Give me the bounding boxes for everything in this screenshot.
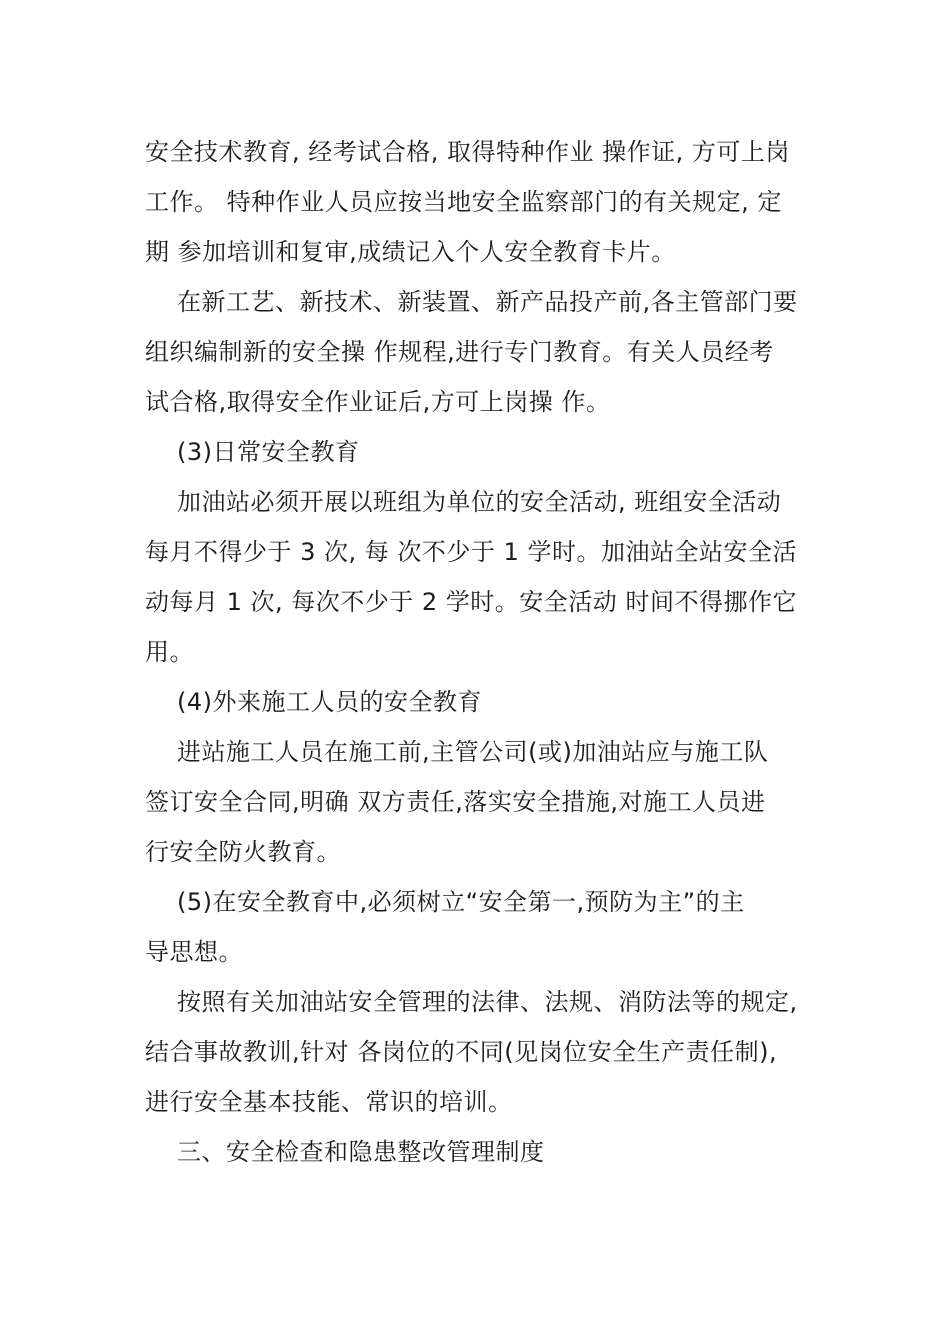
text-line: 安全技术教育, 经考试合格, 取得特种作业 操作证, 方可上岗 <box>145 138 790 166</box>
paragraph-first-line: 进站施工人员在施工前,主管公司(或)加油站应与施工队 <box>177 738 769 766</box>
text-line: 组织编制新的安全操 作规程,进行专门教育。有关人员经考 <box>145 338 774 366</box>
text-line: 行安全防火教育。 <box>145 838 341 866</box>
chapter-heading: 三、安全检查和隐患整改管理制度 <box>177 1138 545 1166</box>
paragraph-first-line: 按照有关加油站安全管理的法律、法规、消防法等的规定, <box>177 988 798 1016</box>
section-heading: (5)在安全教育中,必须树立“安全第一,预防为主”的主 <box>177 888 745 916</box>
text-line: 导思想。 <box>145 938 243 966</box>
text-line: 结合事故教训,针对 各岗位的不同(见岗位安全生产责任制), <box>145 1038 778 1066</box>
paragraph-first-line: 加油站必须开展以班组为单位的安全活动, 班组安全活动 <box>177 488 782 516</box>
text-line: 签订安全合同,明确 双方责任,落实安全措施,对施工人员进 <box>145 788 766 816</box>
section-heading: (3)日常安全教育 <box>177 438 360 466</box>
section-heading: (4)外来施工人员的安全教育 <box>177 688 482 716</box>
text-line: 工作。 特种作业人员应按当地安全监察部门的有关规定, 定 <box>145 188 782 216</box>
text-line: 每月不得少于 3 次, 每 次不少于 1 学时。加油站全站安全活 <box>145 538 797 566</box>
text-line: 试合格,取得安全作业证后,方可上岗操 作。 <box>145 388 611 416</box>
text-line: 期 参加培训和复审,成绩记入个人安全教育卡片。 <box>145 238 676 266</box>
text-line: 进行安全基本技能、常识的培训。 <box>145 1088 513 1116</box>
body-text <box>145 127 810 1177</box>
text-line: 用。 <box>145 638 194 666</box>
text-line: 动每月 1 次, 每次不少于 2 学时。安全活动 时间不得挪作它 <box>145 588 797 616</box>
paragraph-first-line: 在新工艺、新技术、新装置、新产品投产前,各主管部门要 <box>177 288 798 316</box>
